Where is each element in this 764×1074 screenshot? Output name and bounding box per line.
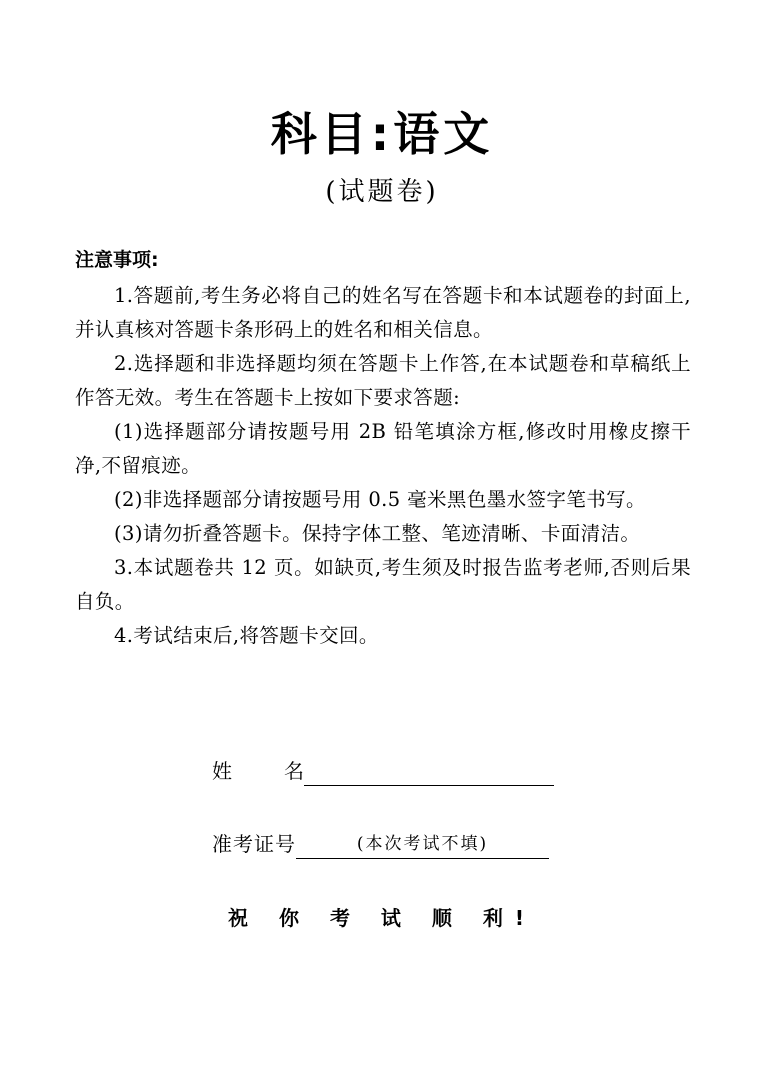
page-subtitle: (试题卷)	[325, 177, 439, 207]
closing-message: 祝 你 考 试 顺 利!	[228, 906, 536, 930]
notice-item-4: 4.考试结束后,将答题卡交回。	[114, 624, 379, 647]
notice-item-2-1: (1)选择题部分请按题号用 2B 铅笔填涂方框,修改时用橡皮擦干净,不留痕迹。	[75, 420, 691, 477]
name-label	[212, 756, 304, 786]
page-title: 科目:语文	[270, 107, 494, 161]
name-field-row	[212, 756, 554, 786]
notice-item-3: 3.本试题卷共 12 页。如缺页,考生须及时报告监考老师,否则后果自负。	[75, 556, 691, 613]
notice-item-2-2: (2)非选择题部分请按题号用 0.5 毫米黑色墨水签字笔书写。	[114, 488, 646, 511]
exam-id-note: (本次考试不填)	[356, 834, 489, 854]
notice-list	[75, 279, 691, 653]
notice-item-1: 1.答题前,考生务必将自己的姓名写在答题卡和本试题卷的封面上,并认真核对答题卡条形码上的姓名和相关信息。	[75, 284, 691, 341]
name-fill-line[interactable]	[304, 757, 554, 786]
name-label-char-1: 姓	[212, 759, 232, 783]
name-label-char-2: 名	[284, 759, 304, 783]
notice-item-2: 2.选择题和非选择题均须在答题卡上作答,在本试题卷和草稿纸上作答无效。考生在答题卡上按如下要求答题:	[75, 352, 691, 409]
exam-id-fill-line	[296, 830, 549, 859]
exam-id-field-row	[212, 829, 549, 859]
notice-heading: 注意事项:	[75, 249, 159, 271]
notice-item-2-3: (3)请勿折叠答题卡。保持字体工整、笔迹清晰、卡面清洁。	[114, 522, 641, 545]
exam-id-label: 准考证号	[212, 832, 296, 856]
